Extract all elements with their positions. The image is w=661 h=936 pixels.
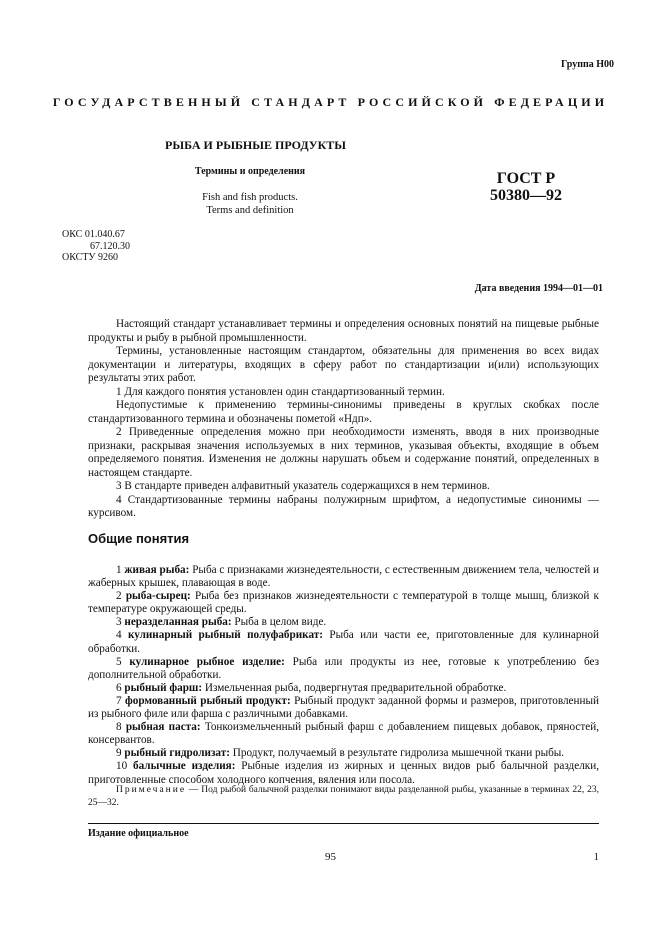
footer-divider: [88, 823, 599, 824]
english-title-line-1: Fish and fish products.: [202, 192, 298, 203]
term-definition: Рыба без признаков жизнедеятельности с температурой в толще мышц, близкой к температуре окружающей среды.: [88, 590, 599, 616]
group-code: Группа Н00: [561, 59, 614, 70]
term-entry: [88, 616, 599, 629]
code-oks-1: ОКС 01.040.67: [62, 229, 125, 240]
term-definition: Рыбные изделия из жирных и ценных видов рыб балычной разделки, приготовленные способом холодного копчения, вяления или посола.: [88, 760, 599, 786]
term-definition: Рыбный продукт заданной формы и размеров, приготовленный из рыбного филе или фарша с различными добавками.: [88, 694, 600, 721]
code-okstu: ОКСТУ 9260: [62, 252, 119, 263]
note: [88, 784, 599, 809]
term-entry: [88, 682, 599, 695]
term-name: балычные изделия:: [133, 760, 236, 773]
intro-paragraph: 3 В стандарте приведен алфавитный указатель содержащихся в нем терминов.: [116, 480, 490, 492]
term-number: 9: [116, 747, 122, 760]
term-number: 5: [116, 655, 122, 668]
term-entry: [88, 656, 599, 682]
state-standard-title: ГОСУДАРСТВЕННЫЙ СТАНДАРТ РОССИЙСКОЙ ФЕДЕРАЦИИ: [52, 95, 609, 109]
intro-paragraph: 1 Для каждого понятия установлен один стандартизованный термин.: [116, 385, 445, 398]
classification-codes: [62, 229, 130, 264]
term-definition: Рыба с признаками жизнедеятельности, с естественным движением тела, челюстей и жаберных крышек, плавающая в воде.: [88, 564, 599, 590]
term-number: 1: [116, 564, 122, 576]
code-oks-2: 67.120.30: [90, 240, 130, 252]
intro-paragraph: Термины, установленные настоящим стандартом, обязательны для применения во всех видах документации и литературы, входящих в сферу работ по стандартизации и(или) использующих результаты этих работ.: [88, 345, 599, 384]
term-number: 7: [116, 694, 122, 707]
official-edition-label: Издание официальное: [88, 828, 189, 839]
term-definition: Рыба или продукты из нее, готовые к употреблению без дополнительной обработки.: [88, 655, 600, 681]
term-entry: [88, 629, 599, 655]
term-entry: [88, 760, 599, 786]
term-entry: [88, 721, 599, 747]
term-number: 4: [116, 629, 122, 642]
intro-paragraph: 2 Приведенные определения можно при необходимости изменять, вводя в них производные признаки, раскрывая значения используемых в них терминов, указывая объекты, входящие в объем определяемого понятия. Изменения не должны нарушать объем и содержание понятий, определенных в настоящем стандарте.: [88, 426, 599, 479]
term-entry: [88, 747, 599, 760]
term-number: 3: [116, 616, 122, 629]
document-title: РЫБА И РЫБНЫЕ ПРОДУКТЫ: [165, 138, 347, 152]
term-entry: [88, 590, 599, 616]
term-name: живая рыба:: [124, 564, 190, 576]
term-entry: [88, 695, 599, 721]
sheet-number: 1: [593, 851, 599, 863]
term-definition: Измельченная рыба, подвергнутая предварительной обработке.: [204, 681, 507, 694]
term-name: кулинарный рыбный полуфабрикат:: [127, 629, 323, 642]
term-name: рыба-сырец:: [125, 590, 191, 603]
term-definition: Продукт, получаемый в результате гидролиза мышечной ткани рыбы.: [232, 747, 565, 760]
term-name: рыбный фарш:: [124, 681, 203, 694]
term-name: рыбная паста:: [125, 721, 201, 734]
document-subtitle: Термины и определения: [194, 166, 306, 177]
term-name: рыбный гидролизат:: [124, 747, 230, 760]
term-number: 2: [116, 590, 122, 603]
intro-paragraph: Настоящий стандарт устанавливает термины и определения основных понятий на пищевые рыбные продукты и рыбу в рыбной промышленности.: [88, 318, 599, 344]
gost-line-2: 50380—92: [490, 187, 562, 204]
terms-list: [88, 564, 599, 787]
term-name: кулинарное рыбное изделие:: [129, 655, 285, 668]
term-definition: Рыба или части ее, приготовленные для кулинарной обработки.: [88, 629, 599, 655]
page-number: 95: [325, 851, 336, 863]
term-name: неразделанная рыба:: [124, 616, 232, 629]
introduction-date: Дата введения 1994—01—01: [474, 283, 603, 294]
intro-paragraph: Недопустимые к применению термины-синонимы приведены в круглых скобках после стандартизованного термина и обозначены пометой «Ндп».: [88, 399, 599, 425]
gost-line-1: ГОСТ Р: [496, 170, 556, 187]
term-entry: [88, 564, 599, 590]
term-number: 8: [116, 721, 122, 734]
term-name: формованный рыбный продукт:: [124, 694, 291, 707]
intro-paragraph: 4 Стандартизованные термины набраны полужирным шрифтом, а недопустимые синонимы — курсивом.: [88, 493, 599, 519]
note-text: — Под рыбой балычной разделки понимают виды разделанной рыбы, указанные в терминах 22, 23, 25—32.: [88, 785, 599, 808]
term-definition: Рыба в целом виде.: [234, 616, 327, 629]
english-title: [165, 191, 335, 217]
term-definition: Тонкоизмельченный рыбный фарш с добавлением пищевых добавок, пряностей, консервантов.: [88, 721, 599, 747]
note-label: Примечание: [116, 785, 187, 795]
introduction-text: [88, 318, 599, 521]
term-number: 6: [116, 681, 122, 694]
english-title-line-2: Terms and definition: [206, 205, 294, 216]
section-heading: Общие понятия: [88, 531, 190, 546]
gost-designation: [486, 170, 566, 204]
term-number: 10: [116, 760, 128, 773]
